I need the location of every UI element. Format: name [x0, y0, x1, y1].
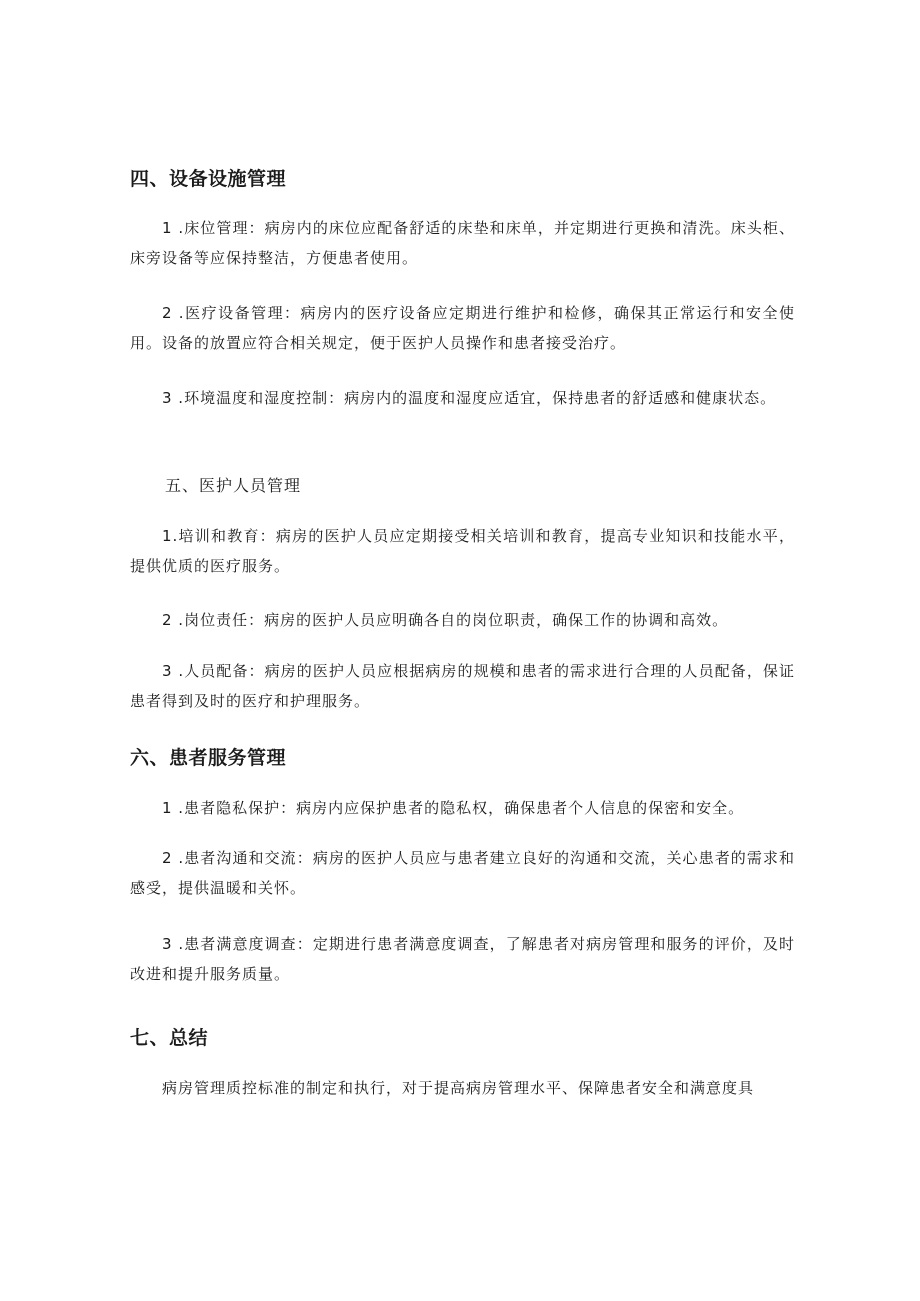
paragraph-summary: 病房管理质控标准的制定和执行，对于提高病房管理水平、保障患者安全和满意度具: [162, 1079, 755, 1097]
paragraph-medical-equipment: 2 .医疗设备管理：病房内的医疗设备应定期进行维护和检修，确保其正常运行和安全使用。设备的放置应符合相关规定，便于医护人员操作和患者接受治疗。: [130, 304, 795, 352]
section-heading-equipment: 四、设备设施管理: [130, 168, 287, 190]
paragraph-staffing: 3 .人员配备：病房的医护人员应根据病房的规模和患者的需求进行合理的人员配备，保证患者得到及时的医疗和护理服务。: [130, 662, 795, 710]
section-heading-patient-service: 六、患者服务管理: [130, 747, 287, 769]
section-heading-staff: 五、医护人员管理: [165, 476, 302, 495]
paragraph-bed-management: 1 .床位管理：病房内的床位应配备舒适的床垫和床单，并定期进行更换和清洗。床头柜、床旁设备等应保持整洁，方便患者使用。: [130, 219, 795, 267]
paragraph-training: 1.培训和教育：病房的医护人员应定期接受相关培训和教育，提高专业知识和技能水平，提供优质的医疗服务。: [130, 527, 795, 575]
paragraph-job-responsibility: 2 .岗位责任：病房的医护人员应明确各自的岗位职责，确保工作的协调和高效。: [162, 611, 729, 629]
paragraph-communication: 2 .患者沟通和交流：病房的医护人员应与患者建立良好的沟通和交流，关心患者的需求和感受，提供温暖和关怀。: [130, 849, 795, 897]
paragraph-privacy: 1 .患者隐私保护：病房内应保护患者的隐私权，确保患者个人信息的保密和安全。: [162, 799, 745, 817]
section-heading-summary: 七、总结: [130, 1027, 209, 1049]
paragraph-environment-control: 3 .环境温度和湿度控制：病房内的温度和湿度应适宜，保持患者的舒适感和健康状态。: [162, 389, 777, 407]
paragraph-satisfaction-survey: 3 .患者满意度调查：定期进行患者满意度调查，了解患者对病房管理和服务的评价，及时改进和提升服务质量。: [130, 935, 795, 983]
